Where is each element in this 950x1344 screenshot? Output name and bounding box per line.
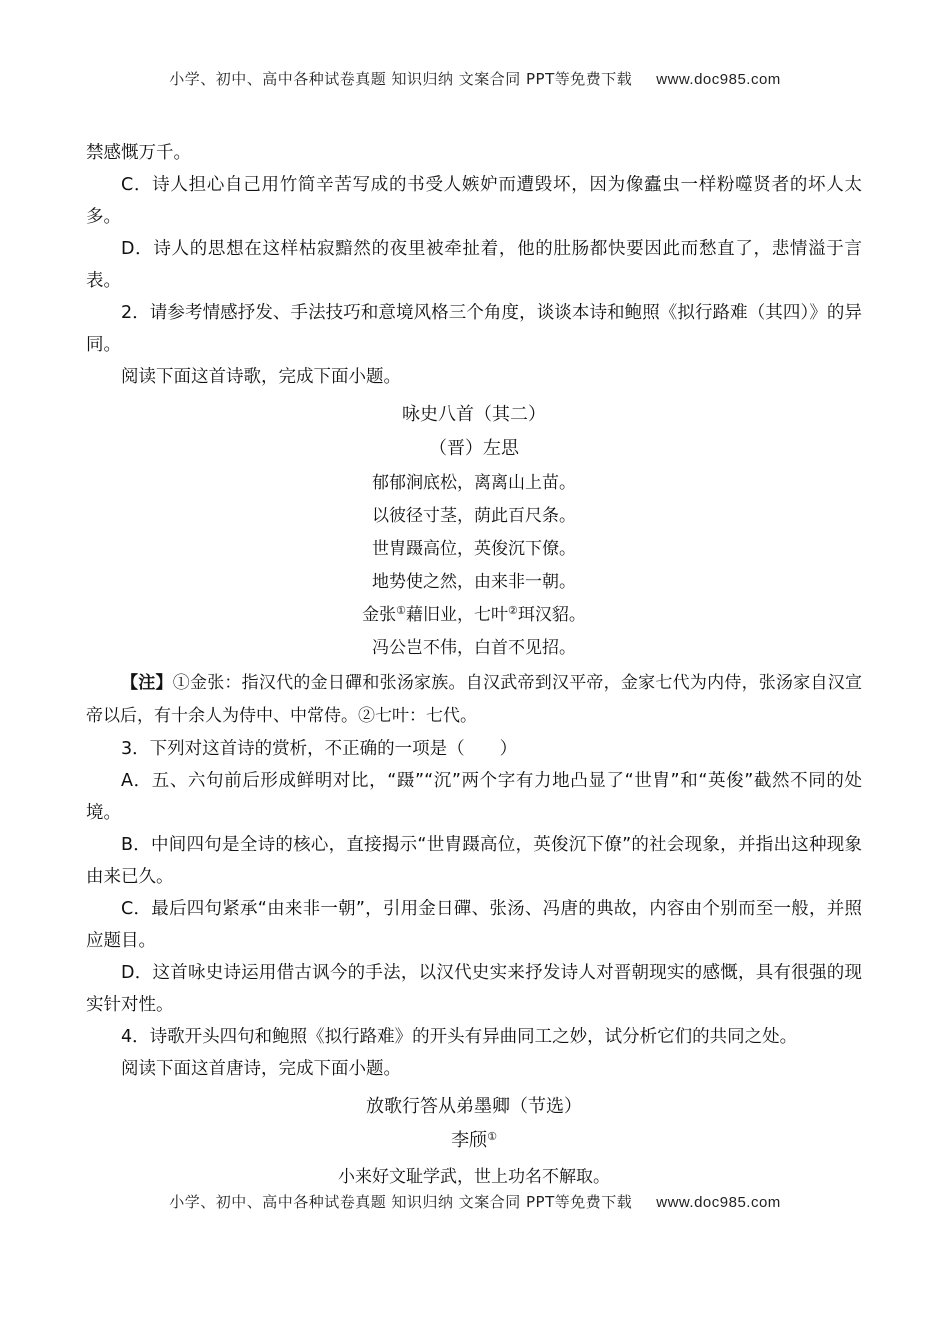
page-footer [0,1191,950,1212]
q3-option-d: D．这首咏史诗运用借古讽今的手法，以汉代史实来抒发诗人对晋朝现实的感慨，具有很强的现实针对性。 [86,963,862,1015]
poem2-author [86,1125,862,1157]
poem1-line-2: 以彼径寸茎，荫此百尺条。 [372,506,576,526]
prev-option-c: C．诗人担心自己用竹简辛苦写成的书受人嫉妒而遭毁坏，因为像蠹虫一样粉噬贤者的坏人太多。 [86,175,862,227]
poem1-line-5-part-b: 藉旧业，七叶 [406,605,508,625]
header-text: 小学、初中、高中各种试卷真题 知识归纳 文案合同 PPT等免费下载 [169,70,633,88]
poem1-note [86,667,862,733]
poem2-author-name: 李颀 [451,1130,488,1151]
poem1-line-4: 地势使之然，由来非一朝。 [372,572,576,592]
author-footnote-marker: ① [487,1130,497,1143]
poem1-line-5-part-c: 珥汉貂。 [517,605,586,625]
note-tag: 【注】 [121,673,173,693]
continuation-text: 禁感慨万千。 [86,143,191,163]
document-body [86,137,862,1194]
poem2-intro: 阅读下面这首唐诗，完成下面小题。 [121,1059,401,1079]
q3-option-b: B．中间四句是全诗的核心，直接揭示“世胄蹑高位，英俊沉下僚”的社会现象，并指出这种现象由来已久。 [86,835,862,887]
poem1-line-5 [86,599,862,632]
poem1-line-1: 郁郁涧底松，离离山上苗。 [372,473,576,493]
q3-option-a: A．五、六句前后形成鲜明对比，“蹑”“沉”两个字有力地凸显了“世胄”和“英俊”截然不同的处境。 [86,771,862,823]
footer-site-link[interactable]: www.doc985.com [656,1194,781,1211]
page-header [0,68,950,89]
prev-option-d: D．诗人的思想在这样枯寂黯然的夜里被牵扯着，他的肚肠都快要因此而愁直了，悲情溢于言表。 [86,239,862,291]
q3-option-c: C．最后四句紧承“由来非一朝”，引用金日磾、张汤、冯唐的典故，内容由个别而至一般，并照应题目。 [86,899,862,951]
poem1-title: 咏史八首（其二） [402,404,546,425]
poem1-intro: 阅读下面这首诗歌，完成下面小题。 [121,367,401,387]
question-2: 2．请参考情感抒发、手法技巧和意境风格三个角度，谈谈本诗和鲍照《拟行路难（其四）》的异同。 [86,303,862,355]
question-4: 4．诗歌开头四句和鲍照《拟行路难》的开头有异曲同工之妙，试分析它们的共同之处。 [121,1027,798,1047]
poem1-author: （晋）左思 [429,438,519,459]
footer-text: 小学、初中、高中各种试卷真题 知识归纳 文案合同 PPT等免费下载 [169,1193,633,1211]
poem1-line-3: 世胄蹑高位，英俊沉下僚。 [372,539,576,559]
footnote-marker-2: ② [508,604,518,617]
note-text: ①金张：指汉代的金日磾和张汤家族。自汉武帝到汉平帝，金家七代为内侍，张汤家自汉宣帝以后，有十余人为侍中、中常侍。②七叶：七代。 [86,673,863,726]
poem1-line-6: 冯公岂不伟，白首不见招。 [372,638,576,658]
footnote-marker-1: ① [396,604,406,617]
question-3: 3．下列对这首诗的赏析，不正确的一项是（ ） [121,739,518,759]
poem2-line-1: 小来好文耻学武，世上功名不解取。 [338,1167,610,1187]
poem2-title: 放歌行答从弟墨卿（节选） [366,1096,582,1117]
poem1-body [86,467,862,665]
poem1-line-5-part-a: 金张 [362,605,397,625]
header-site-link[interactable]: www.doc985.com [656,71,781,88]
